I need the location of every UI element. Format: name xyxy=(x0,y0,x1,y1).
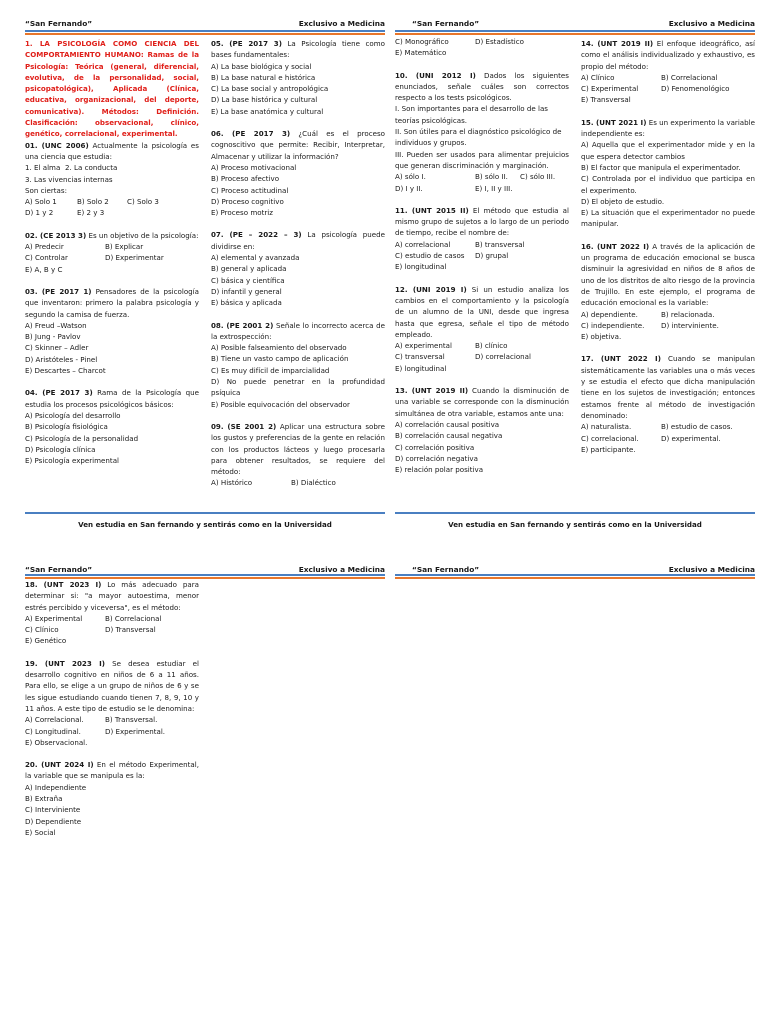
header-rule-orange xyxy=(395,33,755,35)
option-e[interactable]: E) Matemático xyxy=(395,48,447,58)
option-d[interactable]: D) Dependiente xyxy=(25,816,82,826)
option-d[interactable]: D) El objeto de estudio. xyxy=(581,196,665,206)
question-number: 07. (PE – 2022 – 3) xyxy=(211,230,302,240)
option-c[interactable]: C) correlación positiva xyxy=(395,442,475,452)
option-b[interactable]: B) Psicología fisiológica xyxy=(25,422,108,432)
question-number: 04. (PE 2017 3) xyxy=(25,388,93,398)
option-d[interactable]: D) Aristóteles - Pinel xyxy=(25,354,98,364)
question-text: La psicología puede dividirse en: xyxy=(211,230,385,251)
option-c[interactable]: C) sólo III. xyxy=(520,172,556,182)
option-a[interactable]: A) dependiente. xyxy=(581,309,638,319)
option-c[interactable]: C) Longitudinal. xyxy=(25,726,81,736)
option-b[interactable]: B) Explicar xyxy=(105,242,144,252)
option-c[interactable]: C) Proceso actitudinal xyxy=(211,185,289,195)
option-a[interactable]: A) experimental xyxy=(395,341,452,351)
option-d[interactable]: D) Experimental. xyxy=(105,726,166,736)
option-d[interactable]: D) correlacional xyxy=(475,352,531,362)
question-text: Si un estudio analiza los cambios en el comportamiento y la psicología de un alumno de la UNI, desde que ingresa hasta que egresa, señale el tipo de método empleado. xyxy=(395,284,569,339)
footer-rule-blue xyxy=(395,512,755,514)
option-c[interactable]: C) Monográfico xyxy=(395,37,449,46)
option-row xyxy=(581,72,755,83)
header-rule-orange xyxy=(25,33,385,35)
option-e[interactable]: E) I, II y III. xyxy=(475,183,513,193)
option-c[interactable]: C) Solo 3 xyxy=(127,197,159,207)
page-1 xyxy=(25,16,385,529)
option-a[interactable]: A) Solo 1 xyxy=(25,197,57,207)
option-d[interactable]: D) I y II. xyxy=(395,183,423,193)
column-left xyxy=(25,38,199,466)
option-d[interactable]: D) infantil y general xyxy=(211,286,282,296)
question-19 xyxy=(25,658,199,714)
header-rule-blue xyxy=(395,30,755,32)
option-d[interactable]: D) No puede penetrar en la profundidad psíquica xyxy=(211,377,385,398)
column-right xyxy=(211,38,385,489)
option-row xyxy=(395,340,569,351)
option-a[interactable]: A) Experimental xyxy=(25,613,83,623)
question-10 xyxy=(395,70,569,104)
option-c[interactable]: C) Psicología de la personalidad xyxy=(25,433,139,443)
option-b[interactable]: B) Transversal. xyxy=(105,715,158,725)
statement-3: 3. Las vivencias internas xyxy=(25,174,113,184)
question-number: 17. (UNT 2022 I) xyxy=(581,354,661,364)
topic-heading: 1. LA PSICOLOGÍA COMO CIENCIA DEL COMPORTAMIENTO HUMANO: Ramas de la Psicología: Teórica (general, diferencial, evolutiva, de la personalidad, social, psicopatológica), Aplicada (Clínica, educativa, organizacional, del deporte, comunicativa). Métodos: Definición. Clasificación: observacional, clínico, genético, correlacional, experimental. xyxy=(25,39,199,139)
option-row xyxy=(581,433,755,444)
column-left xyxy=(395,36,569,475)
statement-1: I. Son importantes para el desarrollo de las teorías psicológicas. xyxy=(395,104,548,125)
option-b[interactable]: B) sólo II. xyxy=(475,172,508,182)
option-e[interactable]: E) longitudinal xyxy=(395,363,447,373)
question-text: En el método Experimental, la variable que se manipula es la: xyxy=(25,760,199,781)
option-e[interactable]: E) Observacional. xyxy=(25,737,88,747)
option-d[interactable]: D) Fenomenológico xyxy=(661,84,730,94)
option-c[interactable]: C) correlacional. xyxy=(581,433,639,443)
option-e[interactable]: E) Social xyxy=(25,827,56,837)
question-number: 12. (UNI 2019 I) xyxy=(395,284,467,294)
option-a[interactable]: A) Aquella que el experimentador mide y en la que espera detector cambios xyxy=(581,140,755,161)
option-e[interactable]: E) relación polar positiva xyxy=(395,465,484,475)
option-row xyxy=(395,171,569,182)
option-d[interactable]: D) Proceso cognitivo xyxy=(211,196,284,206)
option-b[interactable]: B) Solo 2 xyxy=(77,197,109,207)
option-c[interactable]: C) Skinner – Adler xyxy=(25,343,89,353)
option-a[interactable]: A) Psicología del desarrollo xyxy=(25,410,121,420)
option-c[interactable]: C) independiente. xyxy=(581,320,645,330)
option-d[interactable]: D) grupal xyxy=(475,251,509,261)
option-row xyxy=(25,613,199,624)
option-b[interactable]: B) Tiene un vasto campo de aplicación xyxy=(211,354,349,364)
option-row xyxy=(211,477,385,488)
page-3 xyxy=(25,562,385,882)
question-12 xyxy=(395,284,569,340)
option-e[interactable]: E) objetiva. xyxy=(581,332,622,342)
option-d[interactable]: D) Estadístico xyxy=(475,37,524,46)
question-01 xyxy=(25,140,199,163)
question-number: 14. (UNT 2019 II) xyxy=(581,39,654,48)
question-06 xyxy=(211,128,385,162)
question-number: 10. (UNI 2012 I) xyxy=(395,70,476,80)
header-rule-blue xyxy=(25,30,385,32)
header-school: “San Fernando” xyxy=(25,565,93,574)
option-b[interactable]: B) Correlacional xyxy=(105,613,162,623)
header-school: “San Fernando” xyxy=(412,565,480,574)
option-row xyxy=(395,351,569,362)
option-a[interactable]: A) Independiente xyxy=(25,782,87,792)
question-02 xyxy=(25,230,199,241)
page-header xyxy=(395,16,755,30)
question-number: 05. (PE 2017 3) xyxy=(211,39,282,48)
question-number: 18. (UNT 2023 I) xyxy=(25,580,102,589)
question-text: Actualmente la psicología es una ciencia que estudia: xyxy=(25,140,199,161)
option-b[interactable]: B) Dialéctico xyxy=(291,478,336,488)
question-text: El enfoque ideográfico, así como el análisis individualizado y exhaustivo, es propio del método: xyxy=(581,39,755,71)
question-text: ¿Cuál es el proceso cognoscitivo que permite: Recibir, Interpretar, Almacenar y utilizar la información? xyxy=(211,129,385,161)
option-a[interactable]: A) La base biológica y social xyxy=(211,61,312,71)
option-b[interactable]: B) estudio de casos. xyxy=(661,422,733,432)
option-b[interactable]: B) relacionada. xyxy=(661,309,715,319)
option-c[interactable]: C) Es muy difícil de imparcialidad xyxy=(211,365,330,375)
option-row xyxy=(581,320,755,331)
statement-2: II. Son útiles para el diagnóstico psicológico de individuos y grupos. xyxy=(395,127,562,148)
header-school: “San Fernando” xyxy=(25,19,93,28)
option-c[interactable]: C) La base social y antropológica xyxy=(211,84,329,94)
option-a[interactable]: A) Freud –Watson xyxy=(25,320,87,330)
option-row xyxy=(25,624,199,635)
question-text: Dados los siguientes enunciados, señale cuáles son correctos respecto a los tests psicológicos. xyxy=(395,70,569,103)
option-e[interactable]: E) Transversal xyxy=(581,95,631,105)
question-11 xyxy=(395,205,569,239)
question-text: Señale lo incorrecto acerca de la extrospección: xyxy=(211,320,385,341)
option-d[interactable]: D) Transversal xyxy=(105,625,156,635)
option-b[interactable]: B) transversal xyxy=(475,239,525,249)
option-a[interactable]: A) elemental y avanzada xyxy=(211,253,300,263)
option-b[interactable]: B) La base natural e histórica xyxy=(211,72,316,82)
option-b[interactable]: B) Correlacional xyxy=(661,72,718,82)
question-text: Es un objetivo de la psicología: xyxy=(86,230,199,240)
header-rule-blue xyxy=(395,574,755,576)
option-row xyxy=(25,162,199,173)
header-target: Exclusivo a Medicina xyxy=(668,565,755,574)
option-a[interactable]: A) Predecir xyxy=(25,242,64,252)
option-row xyxy=(395,183,569,194)
option-a[interactable]: A) correlación causal positiva xyxy=(395,419,500,429)
option-e[interactable]: E) Proceso motriz xyxy=(211,208,273,218)
page-header xyxy=(25,16,385,30)
option-e[interactable]: E) Descartes – Charcot xyxy=(25,366,106,376)
option-e[interactable]: E) participante. xyxy=(581,444,636,454)
option-a[interactable]: A) Proceso motivacional xyxy=(211,162,297,172)
question-text: Es un experimento la variable independiente es: xyxy=(581,117,755,139)
option-c[interactable]: C) Controlada por el individuo que participa en el experimento. xyxy=(581,174,755,195)
question-07 xyxy=(211,229,385,252)
question-text: Lo más adecuado para determinar si: "a mayor autoestima, menor estrés percibido y viceversa", es el método: xyxy=(25,580,199,612)
question-number: 15. (UNT 2021 I) xyxy=(581,117,647,127)
question-13 xyxy=(395,385,569,419)
header-rule-orange xyxy=(395,577,755,579)
footer-rule-blue xyxy=(25,512,385,514)
question-18 xyxy=(25,579,199,613)
option-e[interactable]: E) La base anatómica y cultural xyxy=(211,106,324,116)
option-c[interactable]: C) estudio de casos xyxy=(395,251,465,261)
option-b[interactable]: B) Extraña xyxy=(25,794,63,804)
header-target: Exclusivo a Medicina xyxy=(298,565,385,574)
question-number: 16. (UNT 2022 I) xyxy=(581,241,650,251)
question-05 xyxy=(211,38,385,61)
question-number: 06. (PE 2017 3) xyxy=(211,129,291,139)
option-b[interactable]: B) correlación causal negativa xyxy=(395,431,503,441)
option-e[interactable]: E) básica y aplicada xyxy=(211,298,282,308)
question-17 xyxy=(581,353,755,421)
option-row xyxy=(25,726,199,737)
option-a[interactable]: A) Histórico xyxy=(211,478,253,488)
option-d[interactable]: D) 1 y 2 xyxy=(25,208,54,218)
option-b[interactable]: B) Proceso afectivo xyxy=(211,174,280,184)
question-08 xyxy=(211,320,385,343)
option-b[interactable]: B) Jung - Pavlov xyxy=(25,332,81,342)
column-right xyxy=(581,38,755,455)
option-d[interactable]: D) Psicología clínica xyxy=(25,444,96,454)
option-d[interactable]: D) correlación negativa xyxy=(395,453,478,463)
option-e[interactable]: E) Posible equivocación del observador xyxy=(211,399,350,409)
statement-2: 2. La conducta xyxy=(65,163,118,173)
option-row xyxy=(25,252,199,263)
option-a[interactable]: A) Posible falseamiento del observado xyxy=(211,343,347,353)
question-text: Cuando se manipulan sistemáticamente las variables una o más veces y se estudia el efecto que dicha manipulación tiene en los sujetos de investigación; entonces estamos frente al método de investigación denominado: xyxy=(581,354,755,420)
option-row xyxy=(581,309,755,320)
question-text: Cuando la disminución de una variable se corresponde con la disminución simultánea de otra variable, estamos ante una: xyxy=(395,386,569,418)
option-c[interactable]: C) básica y científica xyxy=(211,275,285,285)
option-row xyxy=(25,196,199,207)
page-4 xyxy=(395,562,755,582)
question-04 xyxy=(25,387,199,410)
option-row xyxy=(25,714,199,725)
header-target: Exclusivo a Medicina xyxy=(298,19,385,28)
option-row xyxy=(581,421,755,432)
option-b[interactable]: B) clínico xyxy=(475,341,508,351)
option-e[interactable]: E) longitudinal xyxy=(395,262,447,272)
question-number: 19. (UNT 2023 I) xyxy=(25,658,105,668)
question-16 xyxy=(581,241,755,309)
statement-3: III. Pueden ser usados para alimentar prejuicios que generan discriminación y marginación. xyxy=(395,149,569,170)
header-target: Exclusivo a Medicina xyxy=(668,19,755,28)
option-c[interactable]: C) transversal xyxy=(395,352,445,362)
option-e[interactable]: E) Genético xyxy=(25,636,67,646)
question-number: 09. (SE 2001 2) xyxy=(211,421,277,431)
option-e[interactable]: E) 2 y 3 xyxy=(77,208,105,218)
option-d[interactable]: D) interviniente. xyxy=(661,320,719,330)
option-c[interactable]: C) Controlar xyxy=(25,253,68,263)
option-row xyxy=(395,250,569,261)
question-number: 13. (UNT 2019 II) xyxy=(395,386,469,396)
question-number: 01. (UNC 2006) xyxy=(25,140,89,150)
option-row xyxy=(25,207,199,218)
question-number: 02. (CE 2013 3) xyxy=(25,230,87,240)
option-a[interactable]: A) Clínico xyxy=(581,72,615,82)
option-row xyxy=(395,36,569,47)
question-number: 20. (UNT 2024 I) xyxy=(25,760,94,770)
option-a[interactable]: A) correlacional xyxy=(395,239,451,249)
question-text: El método que estudia al mismo grupo de sujetos a lo largo de un periodo de tiempo, recibe el nombre de: xyxy=(395,205,569,238)
page-footer: Ven estudia en San fernando y sentirás como en la Universidad xyxy=(78,520,332,529)
question-number: 03. (PE 2017 1) xyxy=(25,286,92,296)
page-2 xyxy=(395,16,755,529)
column-left xyxy=(25,579,199,838)
option-c[interactable]: C) Interviniente xyxy=(25,805,81,815)
question-number: 08. (PE 2001 2) xyxy=(211,320,274,330)
question-14 xyxy=(581,38,755,72)
statement-1: 1. El alma xyxy=(25,163,61,173)
header-school: “San Fernando” xyxy=(412,19,480,28)
question-15 xyxy=(581,117,755,140)
statement-prompt: Son ciertas: xyxy=(25,185,67,195)
question-text: Aplicar una estructura sobre los gustos y preferencias de la gente en relación con los productos lácteos y luego procesarla para obtener resultados, se requiere del método: xyxy=(211,421,385,477)
question-03 xyxy=(25,286,199,320)
question-text: La Psicología tiene como bases fundamentales: xyxy=(211,39,385,60)
option-d[interactable]: D) experimental. xyxy=(661,433,721,443)
option-row xyxy=(25,241,199,252)
option-a[interactable]: A) sólo I. xyxy=(395,172,426,182)
question-09 xyxy=(211,421,385,477)
option-b[interactable]: B) general y aplicada xyxy=(211,264,287,274)
option-b[interactable]: B) El factor que manipula el experimentador. xyxy=(581,162,741,172)
option-a[interactable]: A) naturalista. xyxy=(581,422,632,432)
question-text: Rama de la Psicología que estudia los procesos psicológicos básicos: xyxy=(25,388,199,409)
option-e[interactable]: E) A, B y C xyxy=(25,264,63,274)
option-row xyxy=(395,239,569,250)
question-text: Se desea estudiar el desarrollo cognitivo en niños de 6 a 11 años. Para ello, se elige a un grupo de niños de 6 y se les sigue estudiando cuando tienen 7, 8, 9, 10 y 11 años. A este tipo de estudio se le denomina: xyxy=(25,658,199,713)
option-c[interactable]: C) Experimental xyxy=(581,84,639,94)
header-rule-blue xyxy=(25,574,385,576)
question-text: A través de la aplicación de un programa de educación emocional se busca disminuir la agresividad en niños de 8 años de uno de los distritos de alto riesgo de la provincia de Trujillo. En este ejemplo, el programa de educación emocional es la variable: xyxy=(581,241,755,308)
question-text: Pensadores de la psicología que inventaron: primero la palabra psicología y segundo la camisa de fuerza. xyxy=(25,286,199,319)
page-footer: Ven estudia en San fernando y sentirás como en la Universidad xyxy=(448,520,702,529)
question-20 xyxy=(25,759,199,782)
option-c[interactable]: C) Clínico xyxy=(25,625,59,635)
option-d[interactable]: D) La base histórica y cultural xyxy=(211,95,318,105)
option-e[interactable]: E) La situación que el experimentador no puede manipular. xyxy=(581,208,755,229)
option-e[interactable]: E) Psicología experimental xyxy=(25,456,120,466)
option-a[interactable]: A) Correlacional. xyxy=(25,715,84,725)
question-number: 11. (UNT 2015 II) xyxy=(395,205,469,215)
option-row xyxy=(581,83,755,94)
option-d[interactable]: D) Experimentar xyxy=(105,253,164,263)
